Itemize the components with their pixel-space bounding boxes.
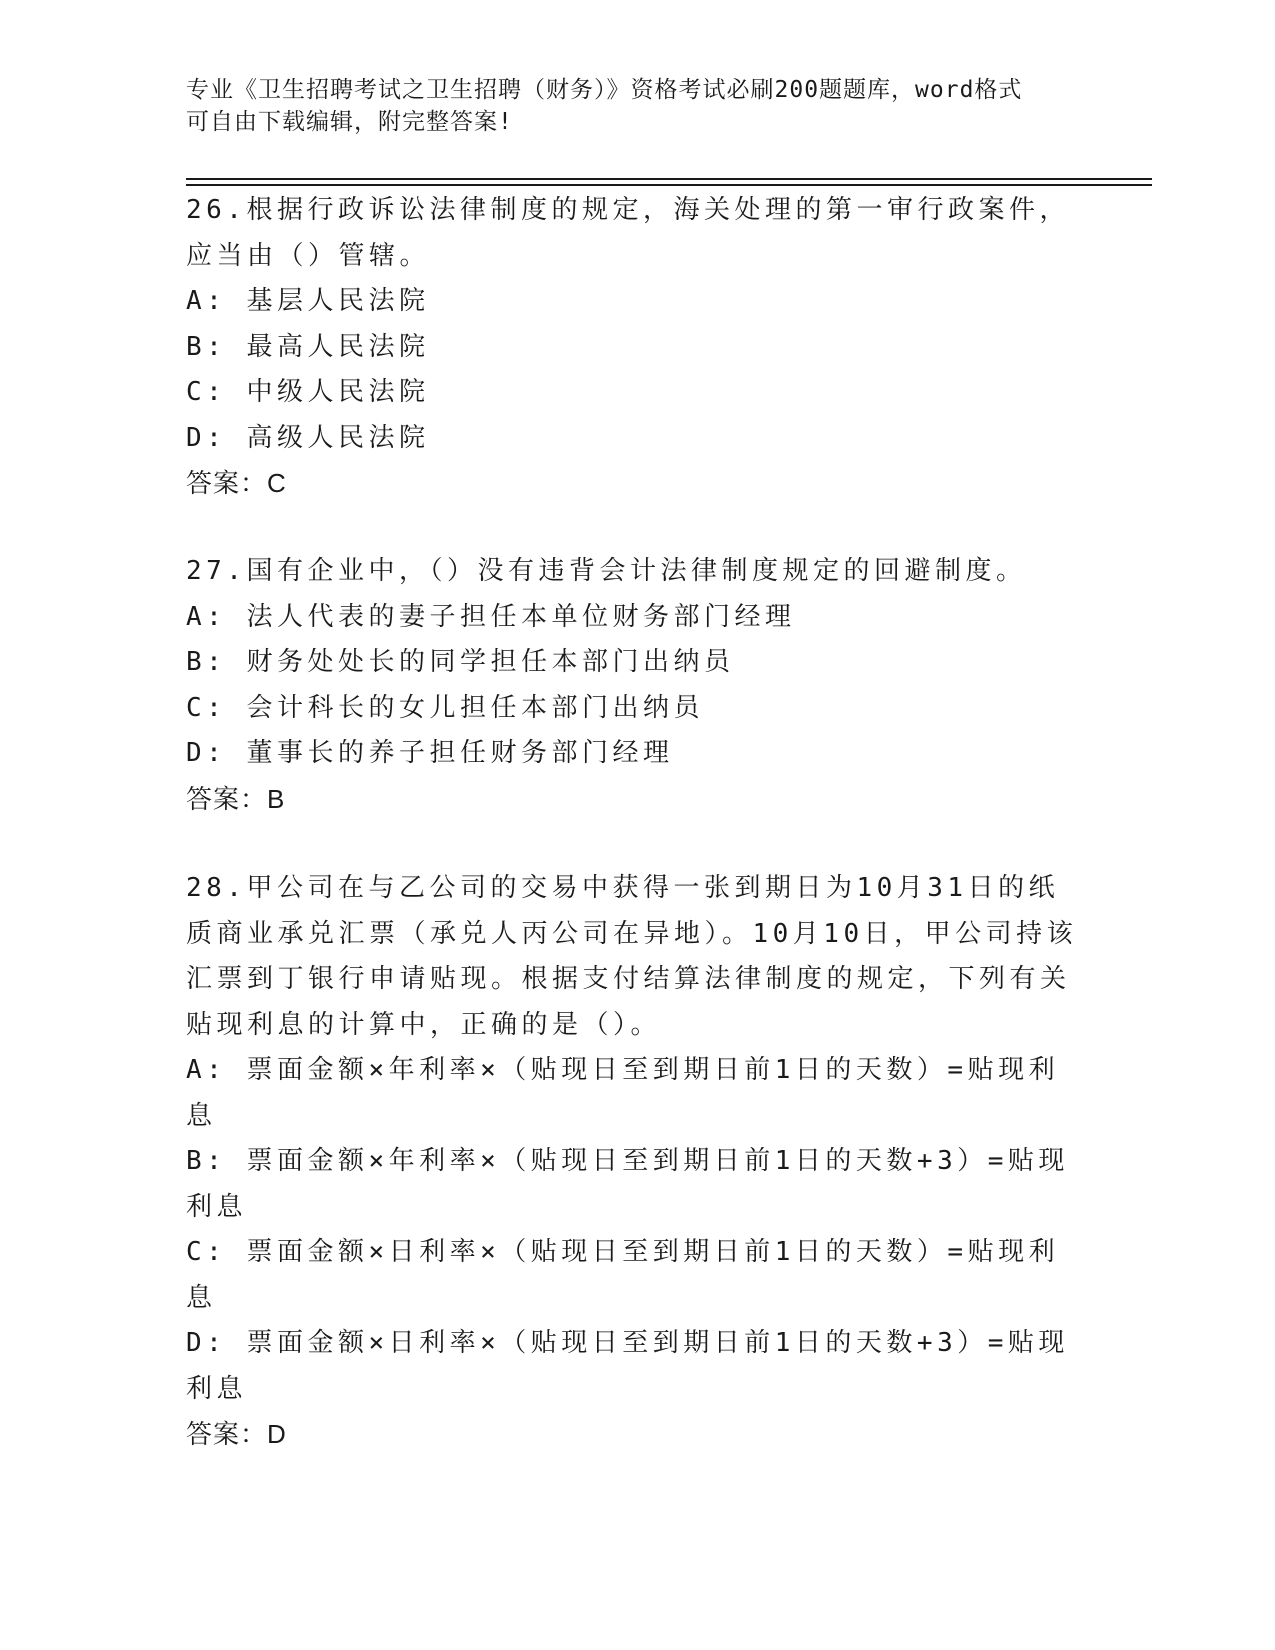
question-27 bbox=[186, 549, 1086, 822]
header-line-2: 可自由下载编辑，附完整答案! bbox=[186, 109, 513, 135]
option-b: B: 票面金额×年利率×（贴现日至到期日前1日的天数+3）=贴现利息 bbox=[186, 1146, 1069, 1222]
option-d: D: 票面金额×日利率×（贴现日至到期日前1日的天数+3）=贴现利息 bbox=[186, 1328, 1069, 1404]
header-line-1: 专业《卫生招聘考试之卫生招聘（财务）》资格考试必刷200题题库，word格式 bbox=[186, 77, 1023, 103]
question-stem: 26.根据行政诉讼法律制度的规定，海关处理的第一审行政案件，应当由（）管辖。 bbox=[186, 195, 1070, 271]
header-divider-bottom bbox=[186, 184, 1152, 186]
option-c: C: 会计科长的女儿担任本部门出纳员 bbox=[186, 692, 704, 723]
answer-line: 答案：C bbox=[186, 468, 287, 498]
question-28 bbox=[186, 866, 1086, 1458]
option-a: A: 基层人民法院 bbox=[186, 286, 430, 316]
header-divider-top bbox=[186, 178, 1152, 180]
document-header bbox=[186, 74, 1066, 138]
option-b: B: 财务处处长的同学担任本部门出纳员 bbox=[186, 647, 735, 677]
answer-line: 答案：D bbox=[186, 1419, 287, 1449]
option-d: D: 董事长的养子担任财务部门经理 bbox=[186, 738, 674, 768]
option-a: A: 法人代表的妻子担任本单位财务部门经理 bbox=[186, 601, 796, 632]
option-c: C: 票面金额×日利率×（贴现日至到期日前1日的天数）=贴现利息 bbox=[186, 1237, 1060, 1313]
question-26 bbox=[186, 188, 1086, 507]
option-c: C: 中级人民法院 bbox=[186, 377, 430, 407]
option-b: B: 最高人民法院 bbox=[186, 331, 430, 362]
question-stem: 27.国有企业中，（）没有违背会计法律制度规定的回避制度。 bbox=[186, 556, 1027, 586]
option-d: D: 高级人民法院 bbox=[186, 422, 430, 453]
question-stem: 28.甲公司在与乙公司的交易中获得一张到期日为10月31日的纸质商业承兑汇票（承兑人丙公司在异地）。10月10日，甲公司持该汇票到丁银行申请贴现。根据支付结算法律制度的规定，下列有关贴现利息的计算中，正确的是（）。 bbox=[186, 873, 1078, 1040]
option-a: A: 票面金额×年利率×（贴现日至到期日前1日的天数）=贴现利息 bbox=[186, 1055, 1060, 1131]
answer-line: 答案：B bbox=[186, 783, 286, 814]
